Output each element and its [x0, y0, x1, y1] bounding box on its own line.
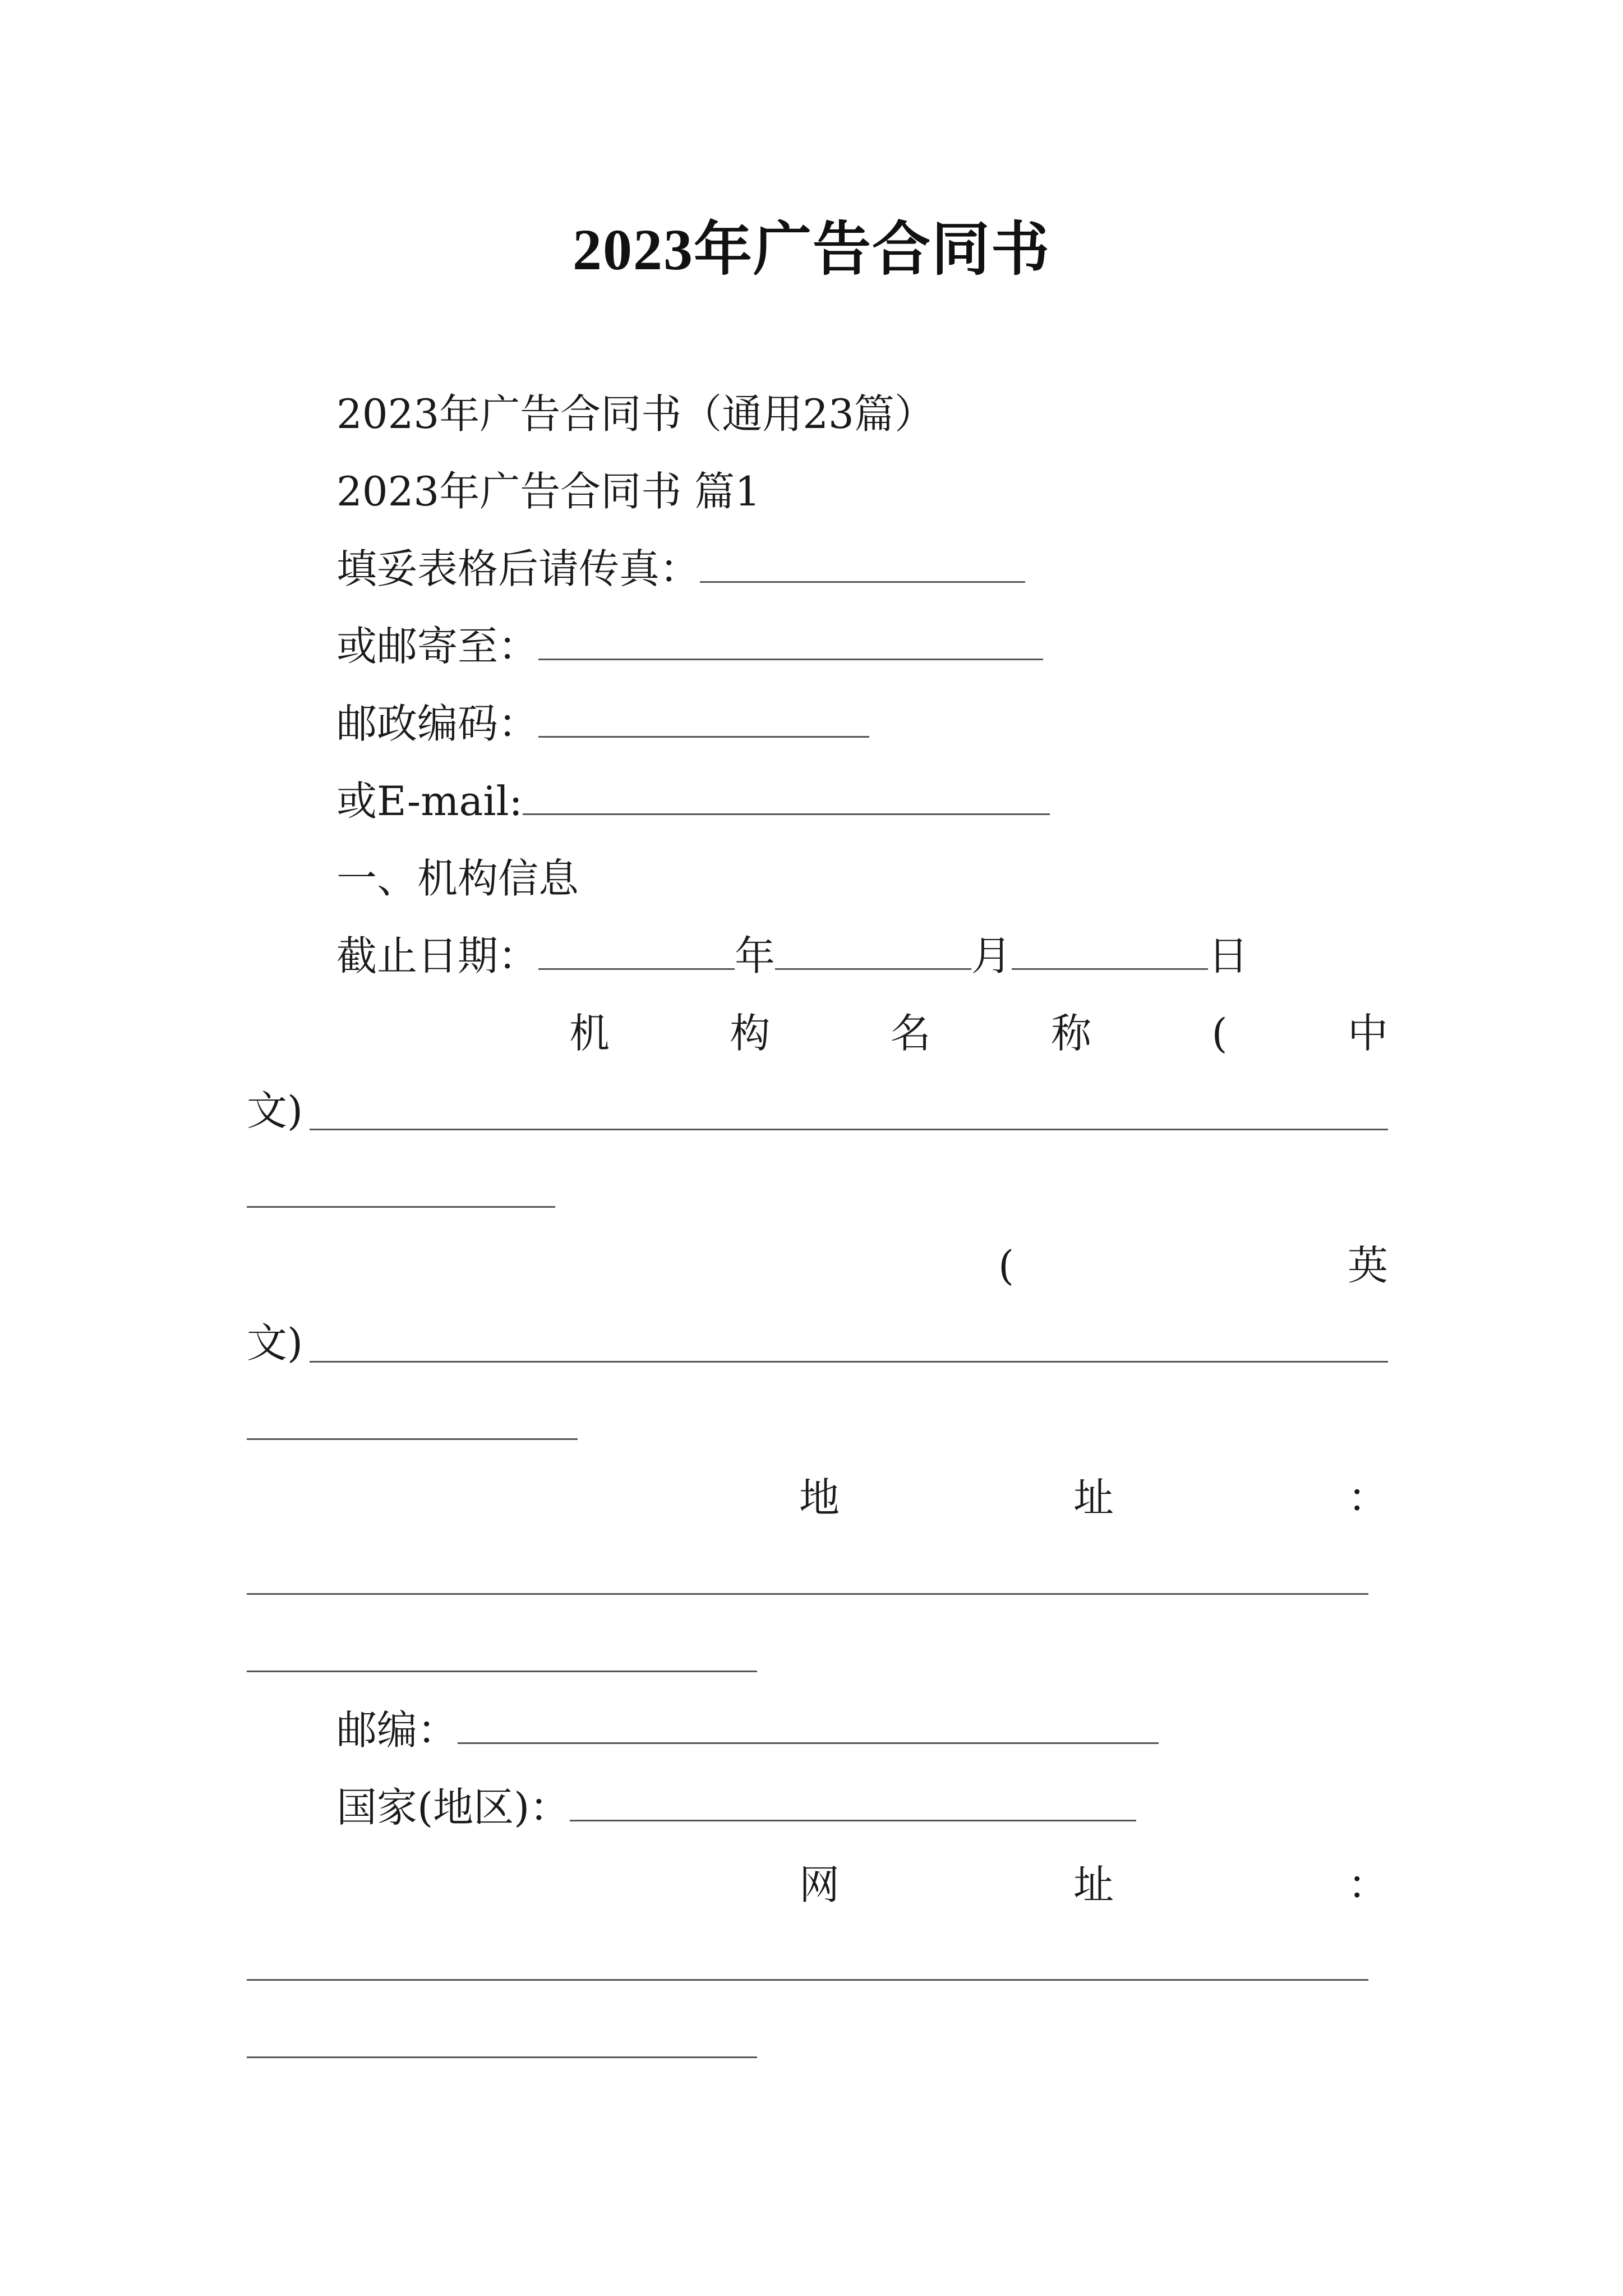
page-title: 2023年广告合同书	[572, 218, 1050, 282]
org-name-cn-char: 称	[1051, 1010, 1092, 1057]
postcode-field[interactable]	[538, 699, 869, 738]
year-char: 年	[735, 932, 776, 979]
postcode-row	[336, 697, 869, 751]
address-label-row	[799, 1471, 1388, 1525]
org-name-en-char: 英	[1347, 1242, 1388, 1289]
org-name-en-field[interactable]	[310, 1361, 1388, 1363]
org-name-cn-char: 名	[890, 1010, 931, 1057]
org-name-en-label-row	[998, 1239, 1388, 1292]
mail-row	[336, 619, 1043, 673]
website-char: ：	[1347, 1861, 1388, 1908]
org-name-en-char: (	[998, 1242, 1015, 1289]
org-name-cn-field-cont[interactable]	[247, 1206, 555, 1208]
email-label: 或E-mail:	[336, 777, 523, 825]
org-name-cn-char: 构	[730, 1010, 771, 1057]
country-label: 国家(地区)：	[336, 1784, 570, 1831]
fax-label: 填妥表格后请传真：	[336, 545, 700, 592]
document-subtitle: 2023年广告合同书（通用23篇）	[336, 390, 935, 438]
mail-label: 或邮寄至：	[336, 623, 539, 670]
org-name-cn-char: 机	[569, 1010, 610, 1057]
zip-row	[336, 1703, 1159, 1757]
zip-label: 邮编：	[336, 1706, 458, 1754]
email-row	[336, 774, 1050, 828]
website-field-cont[interactable]	[247, 2056, 757, 2058]
day-char: 日	[1208, 932, 1249, 979]
deadline-label: 截止日期：	[336, 932, 539, 979]
org-name-cn-char: 中	[1347, 1010, 1388, 1057]
org-name-cn-tail: 文)	[247, 1087, 303, 1134]
deadline-year-field[interactable]	[538, 931, 735, 970]
address-char: 址	[1073, 1474, 1114, 1521]
org-name-cn-char: (	[1211, 1010, 1228, 1057]
postcode-label: 邮政编码：	[336, 700, 539, 747]
deadline-month-field[interactable]	[775, 931, 971, 970]
zip-field[interactable]	[458, 1705, 1159, 1744]
fax-row	[336, 542, 1025, 596]
email-field[interactable]	[523, 776, 1050, 815]
part1-heading: 一、机构信息	[336, 855, 579, 902]
fax-field[interactable]	[700, 544, 1025, 583]
website-label-row	[799, 1858, 1388, 1912]
org-name-en-field-cont[interactable]	[247, 1438, 578, 1440]
address-char: ：	[1347, 1474, 1388, 1521]
website-field[interactable]	[247, 1979, 1368, 1981]
website-char: 址	[1073, 1861, 1114, 1908]
section-heading: 2023年广告合同书 篇1	[336, 468, 760, 515]
deadline-day-field[interactable]	[1012, 931, 1208, 970]
website-char: 网	[799, 1861, 840, 1908]
country-row	[336, 1780, 1136, 1834]
org-name-cn-label-row	[569, 1006, 1388, 1060]
address-field-cont[interactable]	[247, 1671, 757, 1672]
org-name-cn-field[interactable]	[310, 1129, 1388, 1130]
address-field[interactable]	[247, 1593, 1368, 1595]
month-char: 月	[971, 932, 1012, 979]
country-field[interactable]	[570, 1783, 1136, 1821]
address-char: 地	[799, 1474, 840, 1521]
mail-address-field[interactable]	[538, 622, 1043, 660]
org-name-en-tail: 文)	[247, 1319, 303, 1366]
deadline-row	[336, 929, 1248, 983]
